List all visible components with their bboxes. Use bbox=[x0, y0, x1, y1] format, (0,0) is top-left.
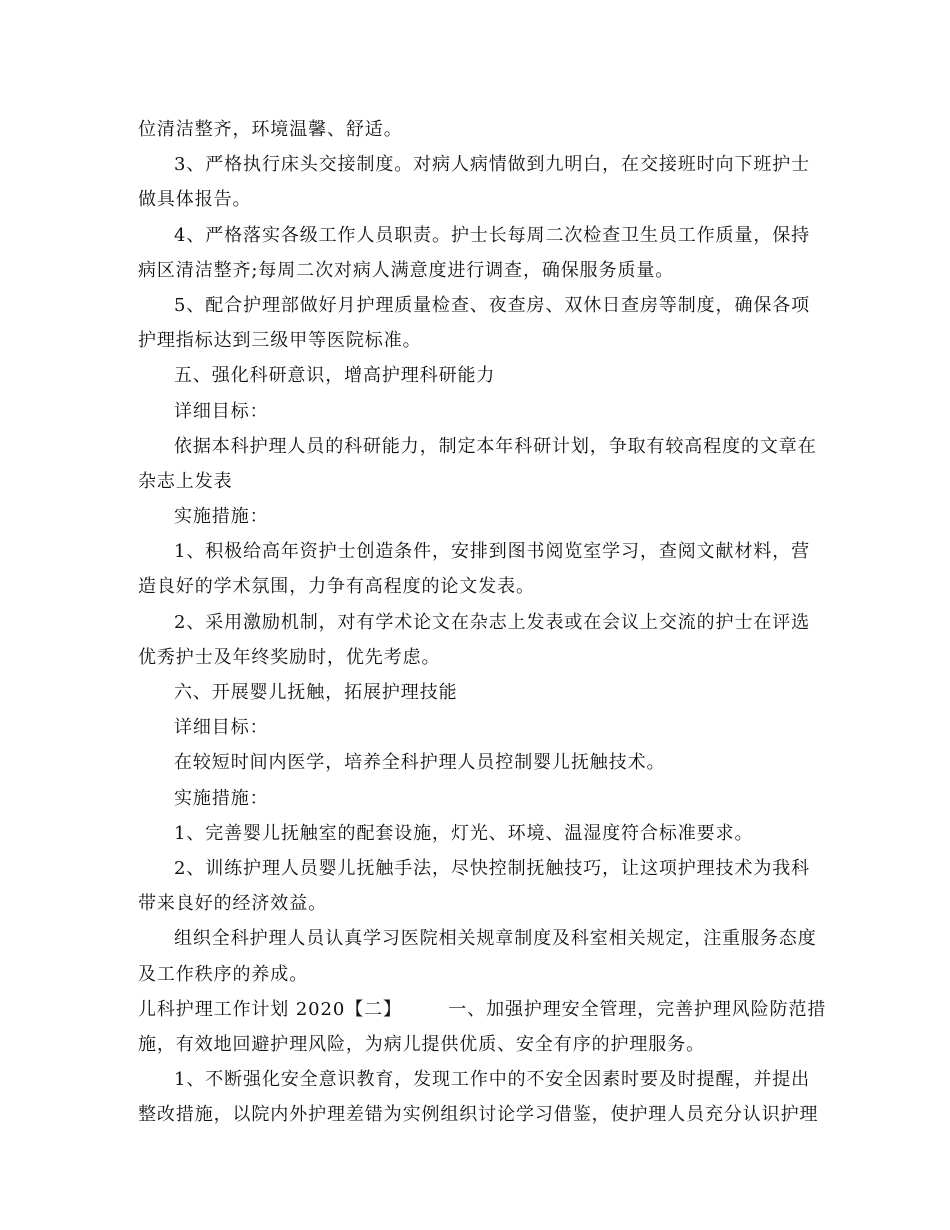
section-heading: 儿科护理工作计划 2020【二】 一、加强护理安全管理，完善护理风险防范措 bbox=[138, 998, 827, 1020]
text-line: 杂志上发表 bbox=[138, 470, 233, 492]
text-line: 病区清洁整齐;每周二次对病人满意度进行调查，确保服务质量。 bbox=[138, 259, 675, 281]
text-line: 1、积极给高年资护士创造条件，安排到图书阅览室学习，查阅文献材料，营 bbox=[174, 541, 811, 563]
text-line: 带来良好的经济效益。 bbox=[138, 893, 327, 915]
text-line: 优秀护士及年终奖励时，优先考虑。 bbox=[138, 646, 441, 668]
text-line: 1、不断强化安全意识教育，发现工作中的不安全因素时要及时提醒，并提出 bbox=[174, 1069, 811, 1091]
text-line: 3、严格执行床头交接制度。对病人病情做到九明白，在交接班时向下班护士 bbox=[174, 154, 811, 176]
document-body bbox=[138, 112, 827, 1132]
text-line: 造良好的学术氛围，力争有高程度的论文发表。 bbox=[138, 576, 535, 598]
text-line: 施，有效地回避护理风险，为病儿提供优质、安全有序的护理服务。 bbox=[138, 1033, 705, 1055]
text-line: 做具体报告。 bbox=[138, 189, 252, 211]
text-line: 4、严格落实各级工作人员职责。护士长每周二次检查卫生员工作质量，保持 bbox=[174, 224, 811, 246]
text-line: 位清洁整齐，环境温馨、舒适。 bbox=[138, 119, 403, 140]
section-heading: 六、开展婴儿抚触，拓展护理技能 bbox=[174, 682, 458, 703]
text-line: 在较短时间内医学，培养全科护理人员控制婴儿抚触技术。 bbox=[174, 752, 666, 774]
text-line: 依据本科护理人员的科研能力，制定本年科研计划，争取有较高程度的文章在 bbox=[174, 435, 817, 457]
text-line: 实施措施： bbox=[174, 787, 269, 809]
text-line: 详细目标： bbox=[174, 400, 269, 422]
text-line: 组织全科护理人员认真学习医院相关规章制度及科室相关规定，注重服务态度 bbox=[174, 928, 817, 950]
text-line: 2、采用激励机制，对有学术论文在杂志上发表或在会议上交流的护士在评选 bbox=[174, 611, 811, 633]
text-line: 护理指标达到三级甲等医院标准。 bbox=[138, 330, 422, 352]
text-line: 详细目标： bbox=[174, 717, 269, 739]
text-line: 5、配合护理部做好月护理质量检查、夜查房、双休日查房等制度，确保各项 bbox=[174, 294, 811, 316]
text-line: 2、训练护理人员婴儿抚触手法，尽快控制抚触技巧，让这项护理技术为我科 bbox=[174, 857, 811, 879]
section-heading: 五、强化科研意识，增高护理科研能力 bbox=[174, 365, 496, 387]
text-line: 实施措施： bbox=[174, 506, 269, 528]
text-line: 1、完善婴儿抚触室的配套设施，灯光、环境、温湿度符合标准要求。 bbox=[174, 822, 754, 844]
text-line: 整改措施，以院内外护理差错为实例组织讨论学习借鉴，使护理人员充分认识护理 bbox=[138, 1104, 819, 1126]
text-line: 及工作秩序的养成。 bbox=[138, 963, 309, 985]
